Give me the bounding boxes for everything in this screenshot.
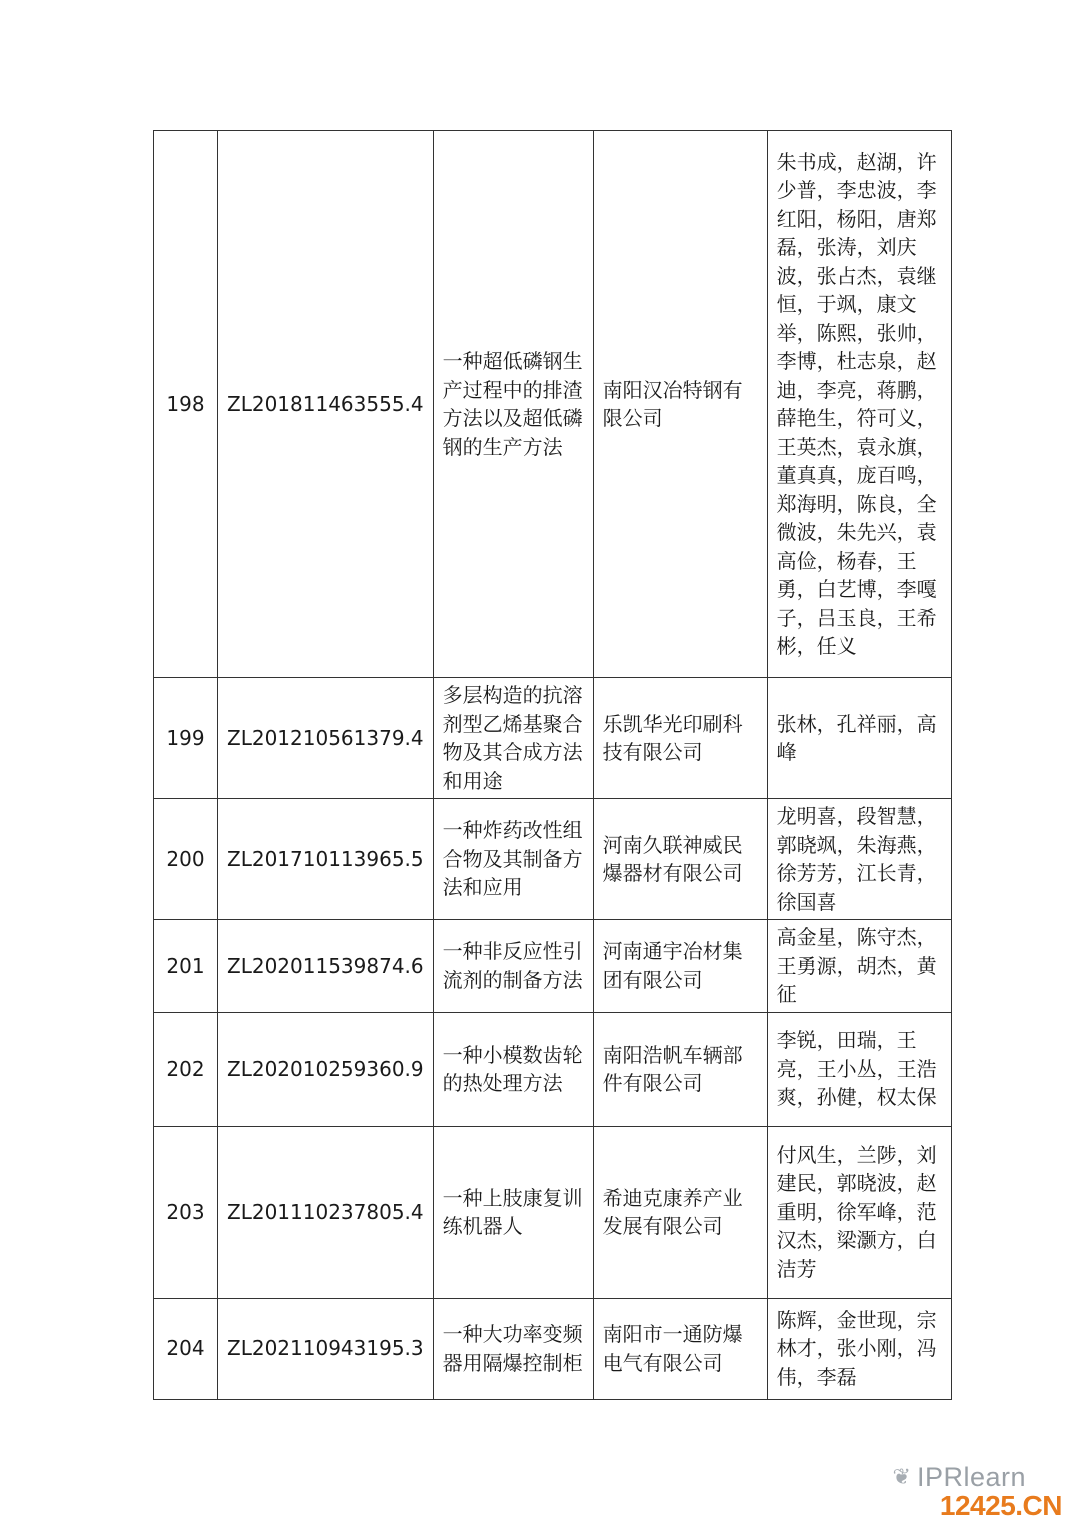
patent-number: ZL201210561379.4 xyxy=(218,678,434,799)
row-number: 198 xyxy=(154,131,218,678)
inventors: 陈辉，金世现，宗林才，张小刚，冯伟，李磊 xyxy=(767,1298,951,1399)
patentee-company: 河南通宇冶材集团有限公司 xyxy=(593,920,767,1013)
watermark-site: 12425.CN xyxy=(939,1490,1062,1521)
row-number: 200 xyxy=(154,799,218,920)
row-number: 202 xyxy=(154,1012,218,1126)
patent-name: 一种大功率变频器用隔爆控制柜 xyxy=(433,1298,593,1399)
patent-name: 一种超低磷钢生产过程中的排渣方法以及超低磷钢的生产方法 xyxy=(433,131,593,678)
patent-table xyxy=(153,130,952,1400)
patentee-company: 河南久联神威民爆器材有限公司 xyxy=(593,799,767,920)
patentee-company: 南阳市一通防爆电气有限公司 xyxy=(593,1298,767,1399)
table-row xyxy=(154,678,952,799)
inventors: 李锐，田瑞，王亮，王小丛，王浩爽，孙健，权太保 xyxy=(767,1012,951,1126)
inventors: 龙明喜，段智慧，郭晓飒，朱海燕，徐芳芳，江长青，徐国喜 xyxy=(767,799,951,920)
table-row xyxy=(154,131,952,678)
patent-number: ZL201811463555.4 xyxy=(218,131,434,678)
inventors: 张林，孔祥丽，高峰 xyxy=(767,678,951,799)
patent-number: ZL202011539874.6 xyxy=(218,920,434,1013)
watermark xyxy=(862,1462,1062,1522)
patent-number: ZL201110237805.4 xyxy=(218,1126,434,1298)
wechat-icon: ❦ xyxy=(892,1465,911,1490)
inventors: 朱书成，赵湖，许少普，李忠波，李红阳，杨阳，唐郑磊，张涛，刘庆波，张占杰，袁继恒，于飒，康文举，陈熙，张帅，李博，杜志泉，赵迪，李亮，蒋鹏，薛艳生，符可义，王英杰，袁永旗，董真真，庞百鸣，郑海明，陈良，全微波，朱先兴，袁高俭，杨春，王勇，白艺博，李嘎子，吕玉良，王希彬，任义 xyxy=(767,131,951,678)
table-row xyxy=(154,1298,952,1399)
table-row xyxy=(154,799,952,920)
row-number: 199 xyxy=(154,678,218,799)
patent-number: ZL201710113965.5 xyxy=(218,799,434,920)
patent-name: 一种小模数齿轮的热处理方法 xyxy=(433,1012,593,1126)
patentee-company: 南阳浩帆车辆部件有限公司 xyxy=(593,1012,767,1126)
watermark-account: IPRlearn xyxy=(916,1462,1026,1492)
patent-name: 多层构造的抗溶剂型乙烯基聚合物及其合成方法和用途 xyxy=(433,678,593,799)
patent-number: ZL202110943195.3 xyxy=(218,1298,434,1399)
row-number: 201 xyxy=(154,920,218,1013)
row-number: 203 xyxy=(154,1126,218,1298)
table-row xyxy=(154,920,952,1013)
patentee-company: 南阳汉冶特钢有限公司 xyxy=(593,131,767,678)
patentee-company: 希迪克康养产业发展有限公司 xyxy=(593,1126,767,1298)
patent-number: ZL202010259360.9 xyxy=(218,1012,434,1126)
table-row xyxy=(154,1126,952,1298)
inventors: 付风生，兰陟，刘建民，郭晓波，赵重明，徐军峰，范汉杰，梁灏方，白洁芳 xyxy=(767,1126,951,1298)
patent-name: 一种炸药改性组合物及其制备方法和应用 xyxy=(433,799,593,920)
patent-name: 一种上肢康复训练机器人 xyxy=(433,1126,593,1298)
patentee-company: 乐凯华光印刷科技有限公司 xyxy=(593,678,767,799)
watermark-account-row xyxy=(893,1462,1026,1493)
row-number: 204 xyxy=(154,1298,218,1399)
patent-name: 一种非反应性引流剂的制备方法 xyxy=(433,920,593,1013)
table-row xyxy=(154,1012,952,1126)
inventors: 高金星，陈守杰，王勇源，胡杰，黄征 xyxy=(767,920,951,1013)
